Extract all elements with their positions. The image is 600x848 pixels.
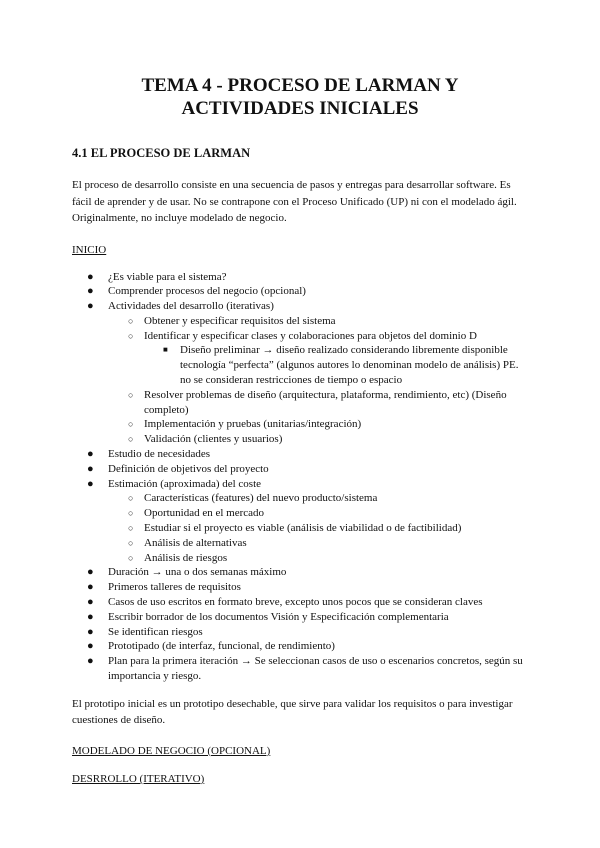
sub-list-item: ○ Obtener y especificar requisitos del sistema [128, 314, 336, 327]
list-item: ● Estudio de necesidades [87, 448, 211, 461]
intro-paragraph: El proceso de desarrollo consiste en una secuencia de pasos y entregas para desarrollar software. Es fácil de aprender y de usar. No se contrapone con el Proceso Unificado (UP) ni con el modelado ágil. Originalmente, no incluye modelado de negocio. [72, 179, 517, 224]
document-title [72, 0, 528, 120]
title-line-1: TEMA 4 - PROCESO DE LARMAN Y [141, 75, 459, 96]
list-item: ● Escribir borrador de los documentos Visión y Especificación complementaria [87, 610, 449, 623]
list-item: ● ¿Es viable para el sistema? [87, 270, 227, 283]
list-item: ● Casos de uso escritos en formato breve, excepto unos pocos que se consideran claves [87, 596, 483, 609]
sub-list-item: ○ Estudiar si el proyecto es viable (análisis de viabilidad o de factibilidad) [128, 522, 462, 535]
list-item: ● Duración → una o dos semanas máximo [87, 566, 287, 579]
list-item: ● Primeros talleres de requisitos [87, 581, 241, 594]
list-item: ● Actividades del desarrollo (iterativas) ○ Obtener y especificar requisitos del sistema ○ Identificar y especificar clases y colaboraciones para objetos del dominio D ■ Diseño preliminar → diseño realizado considerando libremente disponible tecnología “perfecta” (algunos autores lo denominan modelo de análisis) PE. no se consideran restricciones de tiempo o espacio ○ Resolver problemas de diseño (arquitectura, plataforma, rendimiento, etc) (Diseño completo) ○ Implementación y pruebas (unitarias/integración) ○ Validación (clientes y usuarios) [72, 299, 528, 447]
sub-list-item: ○ Implementación y pruebas (unitarias/integración) [128, 418, 362, 431]
sub-sub-list-item: ■ Diseño preliminar → diseño realizado considerando libremente disponible tecnología “perfecta” (algunos autores lo denominan modelo de análisis) PE. no se consideran restricciones de tiempo o espacio [163, 344, 519, 387]
sub-list [108, 491, 528, 565]
sub-sub-list [144, 343, 528, 387]
section-title: 4.1 EL PROCESO DE LARMAN [72, 146, 251, 160]
list-item: ● Estimación (aproximada) del coste ○ Características (features) del nuevo producto/sistema ○ Oportunidad en el mercado ○ Estudiar si el proyecto es viable (análisis de viabilidad o de factibilidad) ○ Análisis de alternativas ○ Análisis de riesgos [72, 477, 528, 566]
sub-list [108, 314, 528, 447]
list-item: ● Plan para la primera iteración → Se seleccionan casos de uso o escenarios concretos, según su importancia y riesgo. [87, 655, 523, 683]
desrrollo-heading: DESRROLLO (ITERATIVO) [72, 772, 205, 785]
list-item: ● Prototipado (de interfaz, funcional, de rendimiento) [87, 640, 335, 653]
sub-list-item: ○ Análisis de alternativas [128, 536, 247, 549]
inicio-heading: INICIO [72, 243, 107, 256]
list-item: ● Se identifican riesgos [87, 625, 203, 638]
sub-list-item: ○ Oportunidad en el mercado [128, 507, 265, 520]
modelado-heading: MODELADO DE NEGOCIO (OPCIONAL) [72, 744, 271, 757]
title-line-2: ACTIVIDADES INICIALES [181, 98, 419, 119]
sub-list-item: ○ Identificar y especificar clases y colaboraciones para objetos del dominio D ■ Diseño preliminar → diseño realizado considerando libremente disponible tecnología “perfecta” (algunos autores lo denominan modelo de análisis) PE. no se consideran restricciones de tiempo o espacio [108, 329, 528, 388]
sub-list-item: ○ Resolver problemas de diseño (arquitectura, plataforma, rendimiento, etc) (Diseño completo) [128, 388, 507, 416]
list-item: ● Comprender procesos del negocio (opcional) [87, 285, 306, 298]
sub-list-item: ○ Características (features) del nuevo producto/sistema [128, 492, 378, 505]
closing-paragraph: El prototipo inicial es un prototipo desechable, que sirve para validar los requisitos o para investigar cuestiones de diseño. [72, 697, 513, 727]
sub-list-item: ○ Validación (clientes y usuarios) [128, 433, 283, 446]
sub-list-item: ○ Análisis de riesgos [128, 551, 228, 564]
inicio-list [72, 270, 528, 684]
list-item: ● Definición de objetivos del proyecto [87, 462, 269, 475]
